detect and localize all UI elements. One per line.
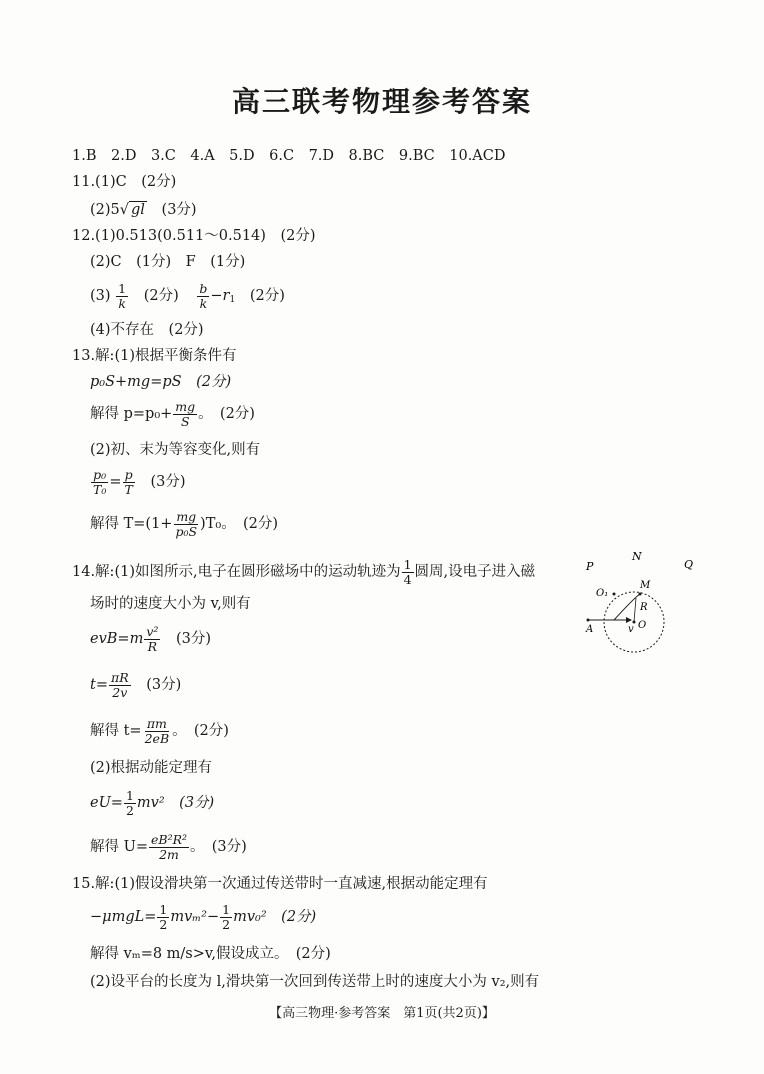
velocity-arrow bbox=[626, 617, 632, 623]
q15-part2: (2)设平台的长度为 l,滑块第一次回到传送带上时的速度大小为 v₂,则有 bbox=[90, 974, 540, 990]
label-A: A bbox=[586, 624, 594, 635]
label-N: N bbox=[632, 550, 642, 563]
label-O: O bbox=[638, 620, 647, 631]
electron-trajectory bbox=[614, 594, 640, 620]
point-O1 bbox=[613, 593, 616, 596]
label-P: P bbox=[586, 560, 594, 573]
q14-heading-cont: 场时的速度大小为 v,则有 bbox=[90, 596, 251, 612]
q14-heading: 14.解:(1)如图所示,电子在圆形磁场中的运动轨迹为 $\frac{1}{4}$ 圆周,设电子进入磁 bbox=[72, 556, 536, 587]
q13-equation2: $\frac{\text{p₀}}{\text{T₀}}$ = $\frac{p}{T}$ (3分) bbox=[93, 466, 186, 497]
q14-part2: (2)根据动能定理有 bbox=[90, 760, 213, 776]
q12-part2: (2)C (1分) F (1分) bbox=[90, 254, 246, 270]
label-O1: O₁ bbox=[596, 588, 609, 599]
q13-result2: 解得 T=(1+ $\frac{mg}{\text{p₀S}}$ )T₀。 (2分) bbox=[90, 508, 278, 539]
q12-part1: 12.(1)0.513(0.511～0.514) (2分) bbox=[72, 228, 316, 244]
q12-part4: (4)不存在 (2分) bbox=[90, 322, 204, 338]
q14-equation1: evB=m $\frac{\text{v²}}{R}$ (3分) bbox=[90, 623, 212, 654]
mc-answers: 1.B 2.D 3.C 4.A 5.D 6.C 7.D 8.BC 9.BC 10.ACD bbox=[72, 148, 506, 164]
label-Q: Q bbox=[684, 558, 694, 571]
q14-equation2: t= $\frac{\pi R}{2v}$ (3分) bbox=[90, 669, 182, 700]
magnetic-field-figure bbox=[580, 548, 710, 658]
page-footer: 【高三物理·参考答案 第1页(共2页)】 bbox=[269, 1006, 495, 1021]
point-O bbox=[633, 621, 636, 624]
q15-heading: 15.解:(1)假设滑块第一次通过传送带时一直减速,根据动能定理有 bbox=[72, 876, 488, 892]
q13-heading: 13.解:(1)根据平衡条件有 bbox=[72, 348, 237, 364]
radius-line bbox=[634, 598, 636, 622]
label-M: M bbox=[640, 580, 651, 591]
q11-part2: (2)5√ gl (3分) bbox=[90, 202, 197, 218]
label-R: R bbox=[640, 602, 648, 613]
label-v: v bbox=[628, 624, 634, 635]
page-title: 高三联考物理参考答案 bbox=[231, 85, 532, 118]
q13-equation1: p₀S+mg=pS (2分) bbox=[90, 374, 232, 390]
q14-result2: 解得 U= $\frac{\text{eB²R²}}{2m}$ 。 (3分) bbox=[90, 831, 247, 862]
q14-result1: 解得 t= $\frac{\pi m}{2eB}$ 。 (2分) bbox=[90, 715, 229, 746]
point-A bbox=[587, 619, 590, 622]
q13-result1: 解得 p=p₀+ $\frac{mg}{S}$ 。 (2分) bbox=[90, 398, 255, 429]
q14-equation3: eU= $\frac{1}{2}$ mv² (3分) bbox=[90, 787, 215, 818]
q13-part2: (2)初、末为等容变化,则有 bbox=[90, 442, 261, 458]
q12-part3: (3) $\frac{1}{k}$ (2分) $\frac{b}{k}$ $-r_1$ (2分) bbox=[90, 280, 285, 311]
q15-equation1: −μmgL= $\frac{1}{2}$ mvₘ²− $\frac{1}{2}$ mv₀² (2分) bbox=[90, 901, 317, 932]
q11-part1: 11.(1)C (2分) bbox=[72, 174, 177, 190]
q15-result1: 解得 vₘ=8 m/s>v,假设成立。 (2分) bbox=[90, 946, 331, 962]
